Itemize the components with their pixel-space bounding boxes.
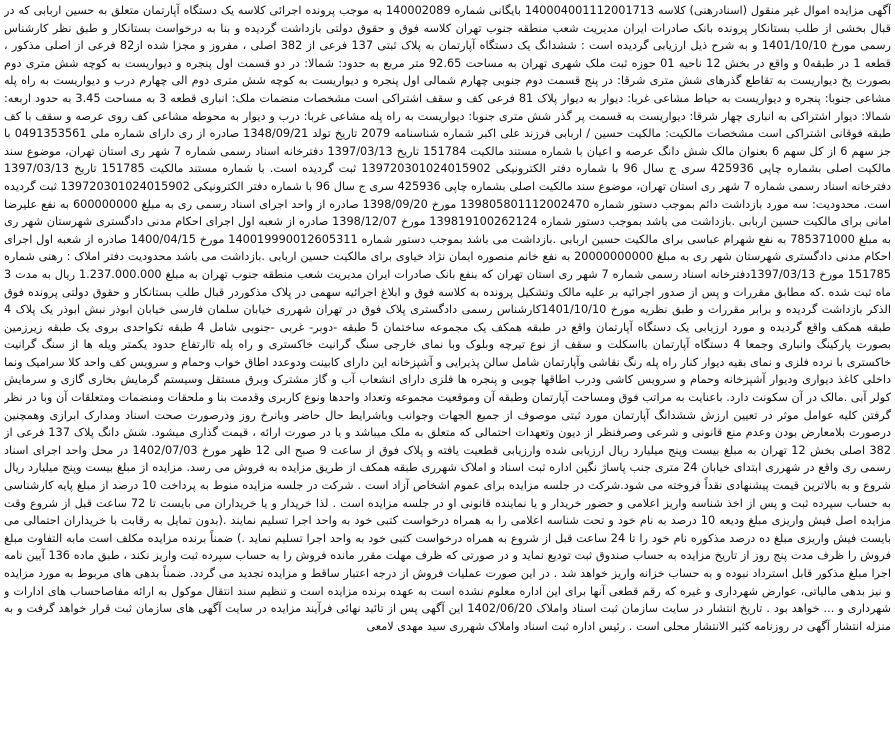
auction-notice (4, 2, 891, 749)
auction-notice-body: آگهی مزایده اموال غیر منقول (اسنادرهنی) کلاسه 140004001112001713 بایگانی شماره 140002089 به موجب پرونده اجرائی کلاسه یک دستگاه آپارتمان متعلق به حسین اربابی که در قبال بخشی از طلب بستانکار پرونده بانک صادرات ایران مدیریت شعب منطقه جنوب تهران کلاسه فوق و حقوق دولتی بازداشت گردیده و بنا به درخواست بستانکار و طبق نظر کارشناس رسمی مورخ 1401/10/10 و به شرح ذیل ارزیابی گردیده است : ششدانگ یک دستگاه آپارتمان به پلاک ثبتی 137 فرعی از 382 اصلی ، مفروز و مجزا شده از82 فرعی از اصلی مذکور ، قطعه 1 در طبقه0 و واقع در بخش 12 ناحیه 01 حوزه ثبت ملک شهری تهران به مساحت 92.65 متر مربع به حدود: شمالا: در دو قسمت اول پنجره و دیواریست به کوچه شش متری دوم بصورت پخ دیواریست به تقاطع گذرهای شش متری شرقا: در پنج قسمت دوم جنوبی چهارم شمالی اول پنجره و دیواریست به کوچه شش متری دوم الی چهارم درب و دیواریست به راه پله مشاعی جنوبا: پنجره و دیواریست به حیاط مشاعی غربا: دیوار به دیوار پلاک 81 فرعی کف و سقف اشتراکی است مشخصات منضمات ملک: انباری قطعه 3 به مساحت 3.45 به حدود اربعه: شمالا: دیوار اشتراکی به انباری چهار شرقا: دیواریست به قسمت پر گذر شش متری جنوبا: دیواریست به راه پله مشاعی غربا: درب و دیوار به محوطه مشاعی کف روی عرصه و سقف با کف طبقه فوقانی اشتراکی است مشخصات مالکیت: مالکیت حسین / اربابی فرزند علی اکبر شماره شناسنامه 2079 تاریخ تولد 1348/09/21 صادره از ری دارای شماره ملی 0491353561 با جز سهم 6 از کل سهم 6 بعنوان مالک شش دانگ عرصه و اعیان با شماره مستند مالکیت 151784 تاریخ 1397/03/13 دفترخانه اسناد رسمی شماره 7 شهر ری استان تهران، موضوع سند مالکیت اصلی بشماره چاپی 425936 سری ج سال 96 با شماره دفتر الکترونیکی 139720301024015902 ثبت گردیده است. با شماره مستند مالکیت 151785 تاریخ 1397/03/13 دفترخانه اسناد رسمی شماره 7 شهر ری استان تهران، موضوع سند مالکیت اصلی بشماره چاپی 425936 سری ج سال 96 با شماره دفتر الکترونیکی 139720301024015902 ثبت گردیده است. محدودیت: سه مورد بازداشت دائم بموجب دستور شماره 139805801112002470 مورخ 1398/09/20 صادره از واحد اجرای اسناد رسمی ری به مبلغ 600000000 به نفع علیرضا امانی برای مالکیت حسین اربابی .بازداشت می باشد بموجب دستور شماره 139819100262124 مورخ 1398/12/07 صادره از شعبه اول اجرای احکام مدنی دادگستری شهرستان شهر ری به مبلغ 785371000 به نفع شهرام عباسی برای مالکیت حسین اربابی .بازداشت می باشد بموجب دستور شماره 140019990012605311 مورخ 1400/04/15 صادره از شعبه اول اجرای احکام مدنی دادگستری شهرستان شهر ری به مبلغ 20000000000 به نفع خانم منصوره ایمان نژاد خیاوی برای مالکیت حسین اربابی .بازداشت می باشد محدودیت دفتر املاک : رهنی شماره 151785 مورخ 1397/03/13دفترخانه اسناد رسمی شماره 7 شهر ری استان تهران که بنفع بانک صادرات ایران مدیریت شعب منطقه جنوب تهران به مبلغ 1.237.000.000 ریال به مدت 3 ماه ثبت شده .که مطابق مقررات و پس از صدور اجرائیه بر علیه مالک وتشکیل پرونده به کلاسه فوق و ابلاغ اجرائیه سهمی در پلاک مذکوردر قبال طلب بستانکار و حقوق دولتی پرونده فوق الذکر بازداشت گردیده و برابر مقررات و طبق نظریه مورخ 1401/10/10کارشناس رسمی دادگستری پلاک فوق در تهران شهرری خیابان سلمان فارسی خیابان ابوذر نبش ابوذر یک پلاک 4 طبقه همکف واقع گردیده و مورد ارزیابی یک دستگاه آپارتمان واقع در طبقه همکف یک مجموعه ساختمان 5 طبقه -دوبر- غربی -جنوبی شامل 4 طبقه تکواحدی بروی یک طبقه زیرزمین بصورت پارکینگ وانباری وجمعا 4 دستگاه آپارتمان بااسکلت و سقف از نوع تیرچه وبلوک وبا نمای خارجی سنگ گرانیت خاکستری و راه پله تاارتفاع حدود یکمتر ویله ها از سنگ گرانیت خاکستری با نرده فلزی و نمای بقیه دیوار کنار راه پله رنگ نقاشی وآپارتمان شامل سالن پذیرایی و آشپزخانه این دارای کابینت ودوعدد اطاق خواب وحمام و سرویس کف واحد کلا سرامیک ونما داخلی کاغذ دیواری ودیوار آشپزخانه وحمام و سرویس کاشی ودرب اطاقها چوبی و پنجره ها فلزی دارای انشعاب آب و گاز مشترک وبرق مستقل وسیستم گرمایش بخاری گازی و سرمایش کولر آبی .مالک در آن سکونت دارد. باعنایت به مراتب فوق ومساحت آپارتمان وطبقه آن وموقعیت مجموعه وتعداد واحدها ونوع کاربری وقدمت بنا و ملحقات ومنضمات ومتعلقات آن وبا در نظر گرفتن کلیه عوامل موثر در تعیین ارزش ششدانگ آپارتمان مورد ثبتی موصوف از جمیع الجهات وجوانب وباشرایط حال حاضر وبانرخ روز ودرصورت صحت اسناد ومدارک ابرازی وهمچنین درصورت بلامعارض بودن وعدم منع قانونی و شرعی وصرفنظر از دیون وتعهدات احتمالی که متعلق به ملک میباشد و یا در صورت ارائه ، قیمت گذاری میشود. شش دانگ پلاک 137 فرعی از 382 اصلی بخش 12 تهران به مبلغ بیست وپنج میلیارد ریال ارزیابی شده وارزیابی قطعیت یافته و پلاک فوق از ساعت 9 صبح الی 12 ظهر مورخ 1402/07/03 در محل واحد اجرای اسناد رسمی ری واقع در شهرری ابتدای خیابان 24 متری جنب پاساژ نگین اداره ثبت اسناد و املاک شهرری طبقه همکف از طریق مزایده به فروش می رسد. مزایده از مبلغ بیست وپنج میلیارد ریال شروع و به بالاترین قیمت پیشنهادی نقداً فروخته می شود.شرکت در جلسه مزایده برای عموم اشخاص آزاد است . شرکت در جلسه مزایده منوط به پرداخت 10 درصد از مبلغ پایه کارشناسی به حساب سپرده ثبت و پس از اخذ شناسه واریز اعلامی و حضور خریدار و یا نماینده قانونی او در جلسه مزایده است . لذا خریدار و یا خریداران می بایست تا 72 ساعت قبل از شروع وقت مزایده اصل فیش واریزی مبلغ ودیعه 10 درصد به نام خود و تحت شناسه اعلامی را به همراه درخواست کتبی خود به واحد اجرا تسلیم نمایند .(بدون تمایل به رقابت با خریداران احتمالی می بایست فیش واریزی مبلغ ده درصد مذکوره نام خود را تا 24 ساعت قبل از شروع به همراه درخواست کتبی خود به واحد اجرا تسلیم نماید .) ضمناً برنده مزایده مکلف است مابه التفاوت مبلغ فروش را ظرف مدت پنج روز از تاریخ مزایده به حساب صندوق ثبت تودیع نماید و در صورتی که ظرف مهلت مقرر مانده فروش را به حساب سپرده ثبت واریز نکند ، طبق ماده 136 آیین نامه اجرا مبلغ مذکور قابل استرداد نبوده و به حساب خزانه واریز خواهد شد . در این صورت عملیات فروش از درجه اعتبار ساقط و مزایده تجدید می گردد. ضمناً بدهی های مربوط به مورد مزایده و نیز بدهی مالیاتی، عوارض شهرداری و غیره که رقم قطعی آنها برای این اداره معلوم نشده است به عهده برنده مزایده است و تنظیم سند انتقال موکول به ارائه مفاصاحساب های ادارات و شهرداری و ... خواهد بود . تاریخ انتشار در سایت سازمان ثبت اسناد واملاک 1402/06/20 این آگهی پس از تائید نهائی فرآیند مزایده در سایت آگهی های سازمان ثبت قرار خواهد گرفت و به منزله انتشار آگهی در روزنامه کثیر الانتشار محلی است . رئیس اداره ثبت اسناد واملاک شهرری سید مهدی لامعی (4, 4, 891, 633)
